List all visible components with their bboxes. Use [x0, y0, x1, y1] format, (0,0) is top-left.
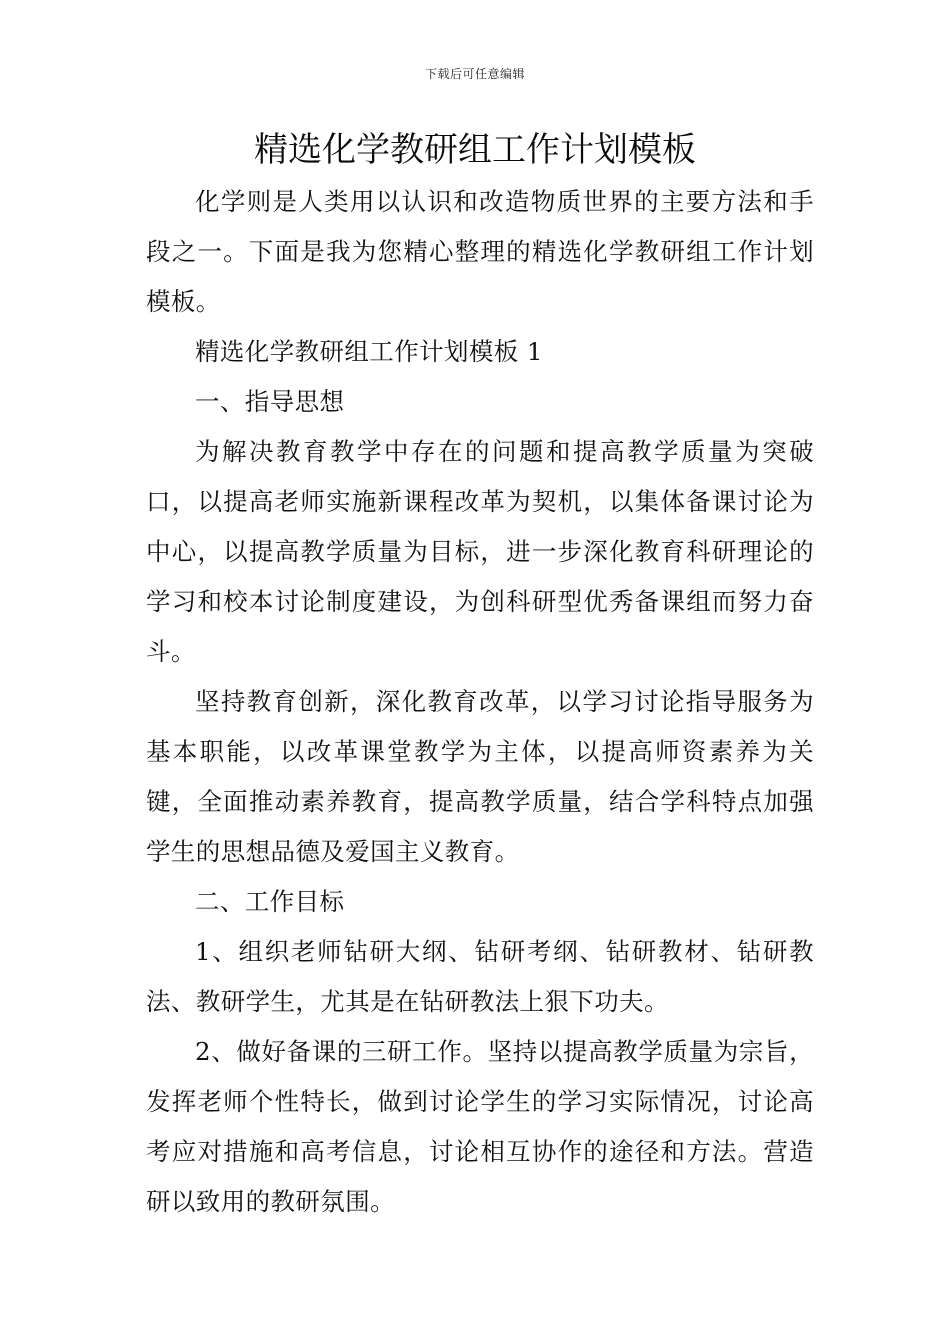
list-item: 1、组织老师钻研大纲、钻研考纲、钻研教材、钻研教法、教研学生，尤其是在钻研教法上狠下功夫。 [146, 937, 814, 1016]
document-title: 精选化学教研组工作计划模板 [254, 130, 696, 170]
list-item: 2、做好备课的三研工作。坚持以提高教学质量为宗旨，发挥老师个性特长，做到讨论学生的学习实际情况，讨论高考应对措施和高考信息，讨论相互协作的途径和方法。营造研以致用的教研氛围。 [146, 1037, 814, 1216]
document-body [146, 177, 814, 1227]
header-note: 下载后可任意编辑 [424, 67, 525, 81]
intro-paragraph: 化学则是人类用以认识和改造物质世界的主要方法和手段之一。下面是我为您精心整理的精选化学教研组工作计划模板。 [146, 187, 814, 316]
section-heading-work-goals: 二、工作目标 [195, 887, 345, 916]
template-subtitle: 精选化学教研组工作计划模板 1 [195, 337, 543, 366]
section-heading-guiding-thought: 一、指导思想 [195, 387, 345, 416]
body-paragraph: 为解决教育教学中存在的问题和提高教学质量为突破口，以提高老师实施新课程改革为契机，以集体备课讨论为中心，以提高教学质量为目标，进一步深化教育科研理论的学习和校本讨论制度建设，为创科研型优秀备课组而努力奋斗。 [146, 437, 814, 666]
body-paragraph: 坚持教育创新，深化教育改革，以学习讨论指导服务为基本职能，以改革课堂教学为主体，以提高师资素养为关键，全面推动素养教育，提高教学质量，结合学科特点加强学生的思想品德及爱国主义教育。 [146, 687, 814, 866]
